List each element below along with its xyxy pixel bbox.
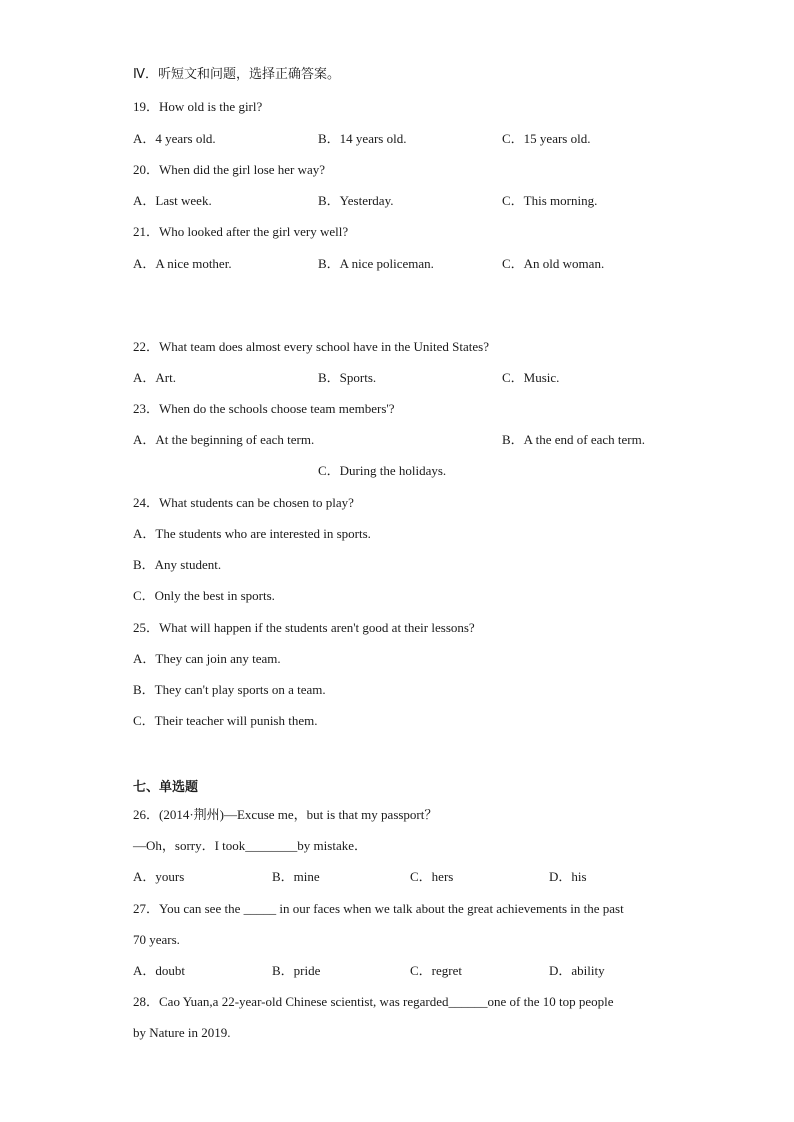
q24-option-b: B．Any student. <box>133 557 222 572</box>
question-28-line2: by Nature in 2019. <box>133 1025 231 1040</box>
section-4-heading: Ⅳ．听短文和问题，选择正确答案。 <box>133 67 340 82</box>
q21-option-b: B．A nice policeman. <box>318 256 434 271</box>
q20-option-c: C．This morning. <box>502 193 598 208</box>
question-20: 20．When did the girl lose her way? <box>133 162 326 177</box>
q19-option-c: C．15 years old. <box>502 131 591 146</box>
question-26: 26．(2014·荆州)—Excuse me，but is that my passport？ <box>133 807 438 822</box>
q22-option-c: C．Music. <box>502 370 560 385</box>
q25-option-b: B．They can't play sports on a team. <box>133 682 326 697</box>
q22-option-a: A．Art. <box>133 370 176 385</box>
question-27: 27．You can see the _____ in our faces when we talk about the great achievements in the past <box>133 901 624 916</box>
question-22: 22．What team does almost every school have in the United States? <box>133 339 489 354</box>
q23-option-b: B．A the end of each term. <box>502 432 645 447</box>
q27-option-b: B．pride <box>272 963 321 978</box>
q20-option-a: A．Last week. <box>133 193 212 208</box>
question-27-line2: 70 years. <box>133 932 180 947</box>
q23-option-c: C．During the holidays. <box>318 463 447 478</box>
q24-option-c: C．Only the best in sports. <box>133 588 275 603</box>
q20-option-b: B．Yesterday. <box>318 193 394 208</box>
q25-option-a: A．They can join any team. <box>133 651 281 666</box>
question-25: 25．What will happen if the students aren't good at their lessons? <box>133 620 475 635</box>
q25-option-c: C．Their teacher will punish them. <box>133 713 318 728</box>
q19-option-b: B．14 years old. <box>318 131 407 146</box>
q26-option-c: C．hers <box>410 869 454 884</box>
q21-option-c: C．An old woman. <box>502 256 605 271</box>
q26-option-d: D．his <box>549 869 587 884</box>
q27-option-c: C．regret <box>410 963 462 978</box>
q21-option-a: A．A nice mother. <box>133 256 232 271</box>
question-28: 28．Cao Yuan,a 22-year-old Chinese scientist, was regarded______one of the 10 top people <box>133 994 614 1009</box>
question-21: 21．Who looked after the girl very well? <box>133 224 349 239</box>
q27-option-a: A．doubt <box>133 963 186 978</box>
q23-option-a: A．At the beginning of each term. <box>133 432 315 447</box>
q19-option-a: A．4 years old. <box>133 131 216 146</box>
question-26-line2: —Oh，sorry．I took________by mistake． <box>133 838 367 853</box>
q22-option-b: B．Sports. <box>318 370 377 385</box>
q26-option-a: A．yours <box>133 869 185 884</box>
q27-option-d: D．ability <box>549 963 605 978</box>
question-24: 24．What students can be chosen to play? <box>133 495 354 510</box>
section-7-heading: 七、单选题 <box>133 780 199 795</box>
question-19: 19．How old is the girl? <box>133 99 263 114</box>
q24-option-a: A．The students who are interested in sports. <box>133 526 371 541</box>
q26-option-b: B．mine <box>272 869 320 884</box>
question-23: 23．When do the schools choose team members'? <box>133 401 395 416</box>
